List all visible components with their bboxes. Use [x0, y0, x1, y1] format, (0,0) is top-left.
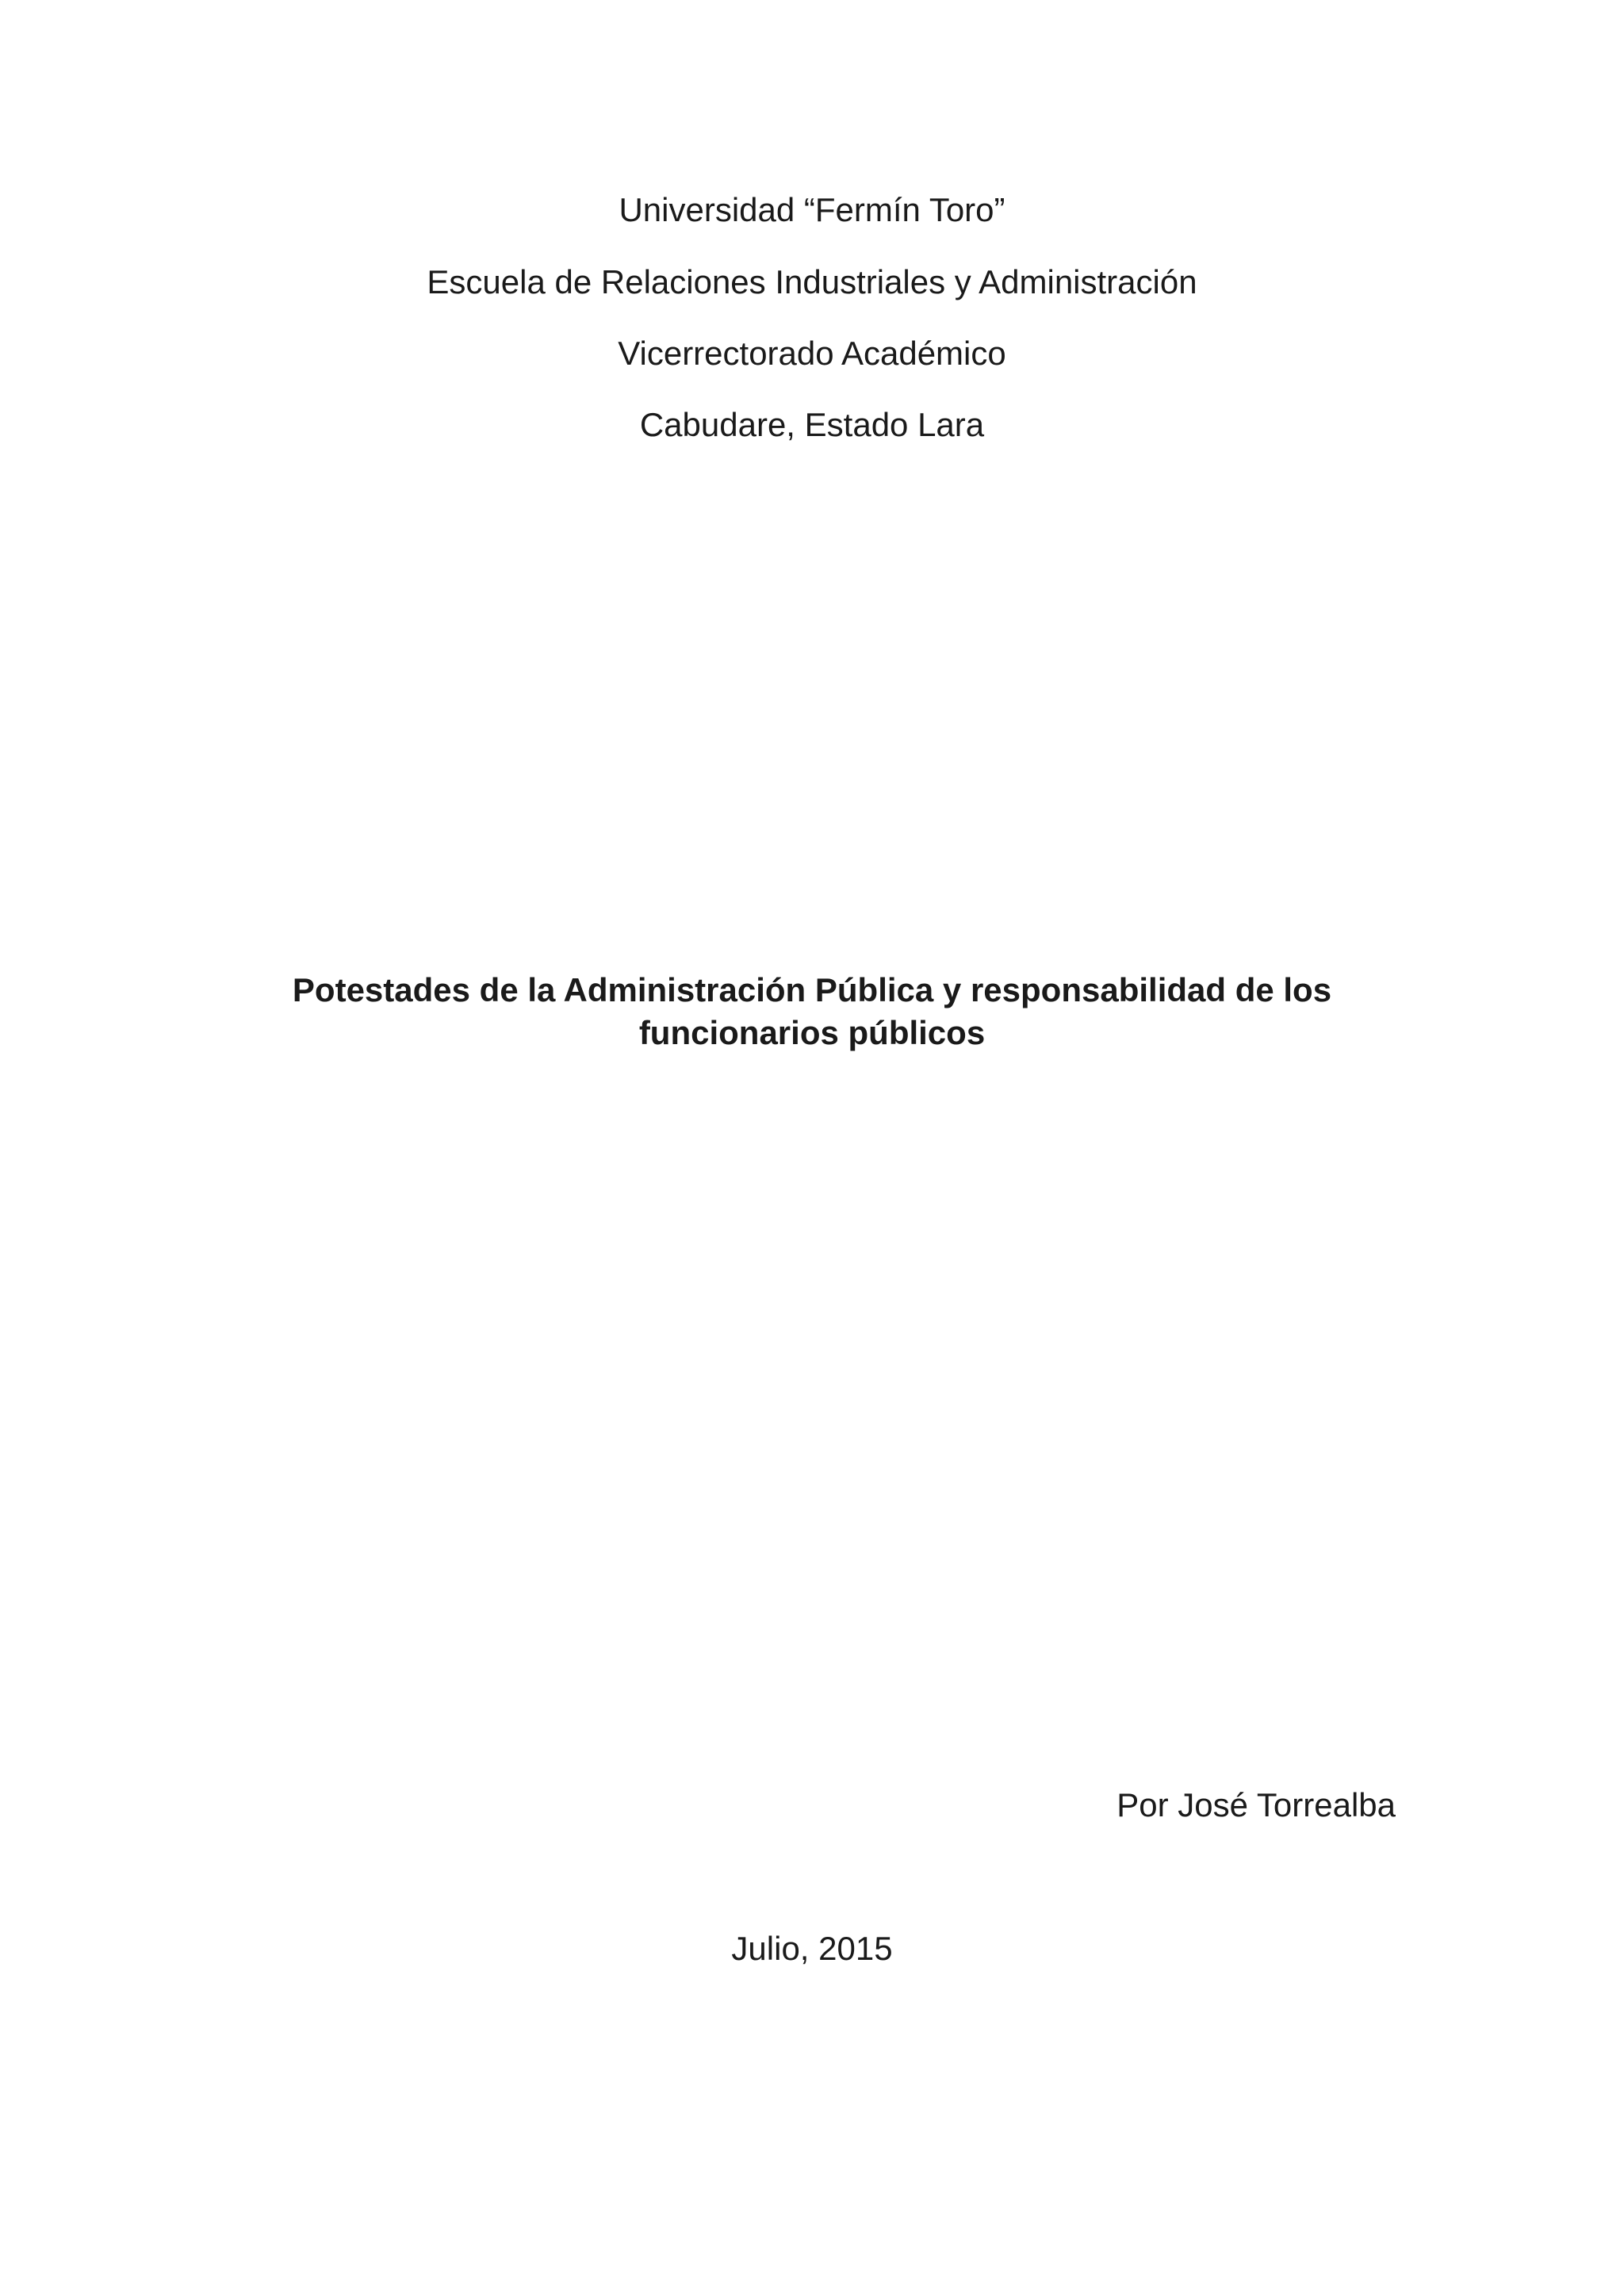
title-line-2: funcionarios públicos [638, 1014, 986, 1051]
university-name: Universidad “Fermín Toro” [619, 191, 1005, 228]
vice-rectorate: Vicerrectorado Académico [618, 335, 1006, 372]
location: Cabudare, Estado Lara [639, 406, 985, 443]
title-line-1: Potestades de la Administración Pública y responsabilidad de los [292, 971, 1332, 1008]
date-line: Julio, 2015 [731, 1930, 893, 1967]
document-title [238, 969, 1386, 1054]
author-line: Por José Torrealba [1116, 1786, 1396, 1823]
school-name: Escuela de Relaciones Industriales y Administración [427, 263, 1197, 300]
